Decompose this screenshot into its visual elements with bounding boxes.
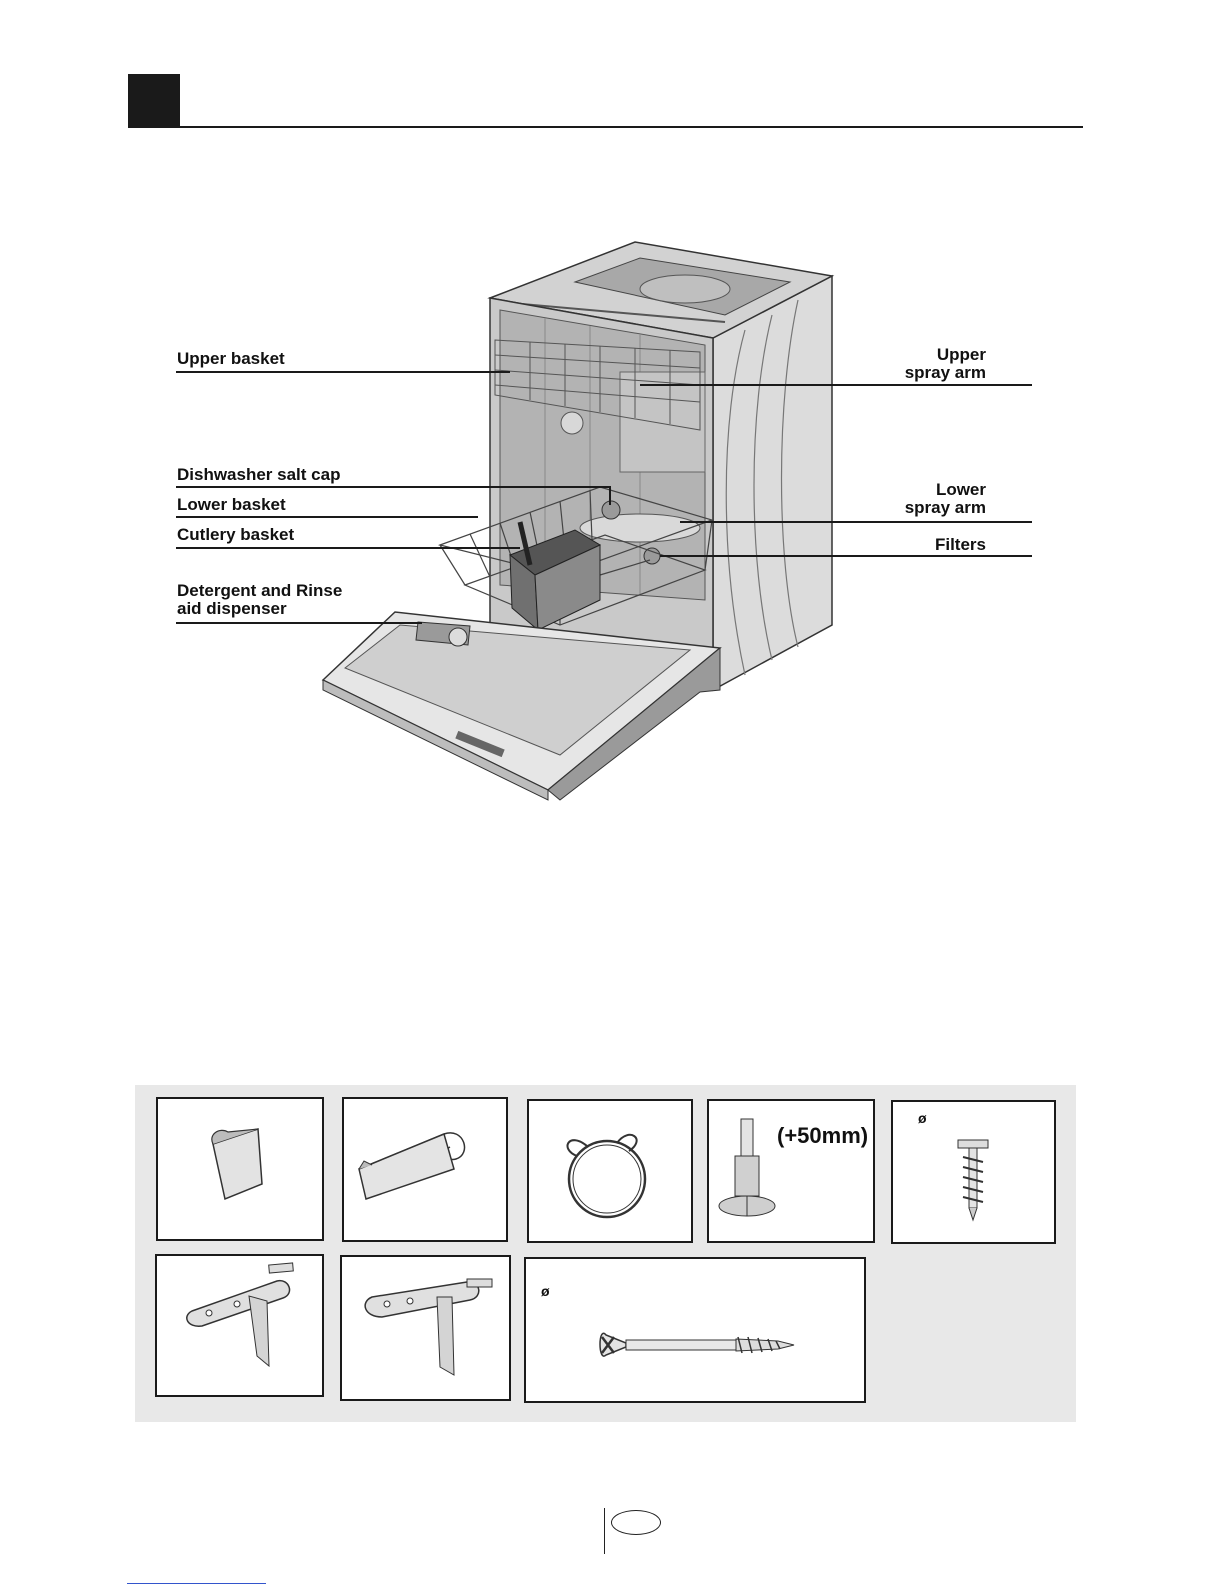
- diameter-symbol-short-screw: ø: [918, 1110, 927, 1126]
- label-upper-spray-line-1: Upper: [936, 345, 986, 364]
- label-upper-spray-line-2: spray arm: [904, 363, 986, 382]
- accessory-mounting-bracket-2: [340, 1255, 511, 1401]
- accessory-long-screw: [524, 1257, 866, 1403]
- short-screw-icon: [893, 1102, 1054, 1242]
- label-lower-spray-line-1: Lower: [935, 480, 986, 499]
- label-filters: Filters: [934, 535, 986, 554]
- accessory-mounting-bracket-1: [155, 1254, 324, 1397]
- accessory-foot-extension: [707, 1099, 875, 1243]
- label-detergent-dispenser: [177, 582, 342, 618]
- sealing-strip-icon: [344, 1099, 506, 1240]
- label-lower-spray-line-2: spray arm: [904, 498, 986, 517]
- hose-clamp-icon: [529, 1101, 691, 1241]
- label-upper-spray-arm: [860, 346, 986, 382]
- label-lower-spray-arm: [860, 481, 986, 517]
- diameter-symbol-long-screw: ø: [541, 1283, 550, 1299]
- label-cutlery-basket: Cutlery basket: [177, 525, 295, 544]
- label-detergent-line-2: aid dispenser: [177, 599, 287, 618]
- label-detergent-line-1: Detergent and Rinse: [177, 581, 343, 600]
- adhesive-sheet-icon: [158, 1099, 322, 1239]
- page-number-divider: [604, 1508, 605, 1554]
- mounting-bracket-icon-2: [342, 1257, 509, 1399]
- label-lower-basket: Lower basket: [177, 495, 286, 514]
- accessory-hose-clamp: [527, 1099, 693, 1243]
- footer-link-underline: [127, 1583, 266, 1584]
- foot-extension-length: (+50mm): [777, 1123, 869, 1148]
- label-salt-cap: Dishwasher salt cap: [177, 465, 341, 484]
- accessory-sealing-strip: [342, 1097, 508, 1242]
- label-upper-basket: Upper basket: [177, 349, 285, 368]
- accessory-short-screw: [891, 1100, 1056, 1244]
- accessory-adhesive-sheet: [156, 1097, 324, 1241]
- mounting-bracket-icon-1: [157, 1256, 322, 1395]
- foot-extension-icon: [709, 1101, 873, 1241]
- page-number-oval: [611, 1510, 661, 1535]
- long-screw-icon: [526, 1259, 864, 1401]
